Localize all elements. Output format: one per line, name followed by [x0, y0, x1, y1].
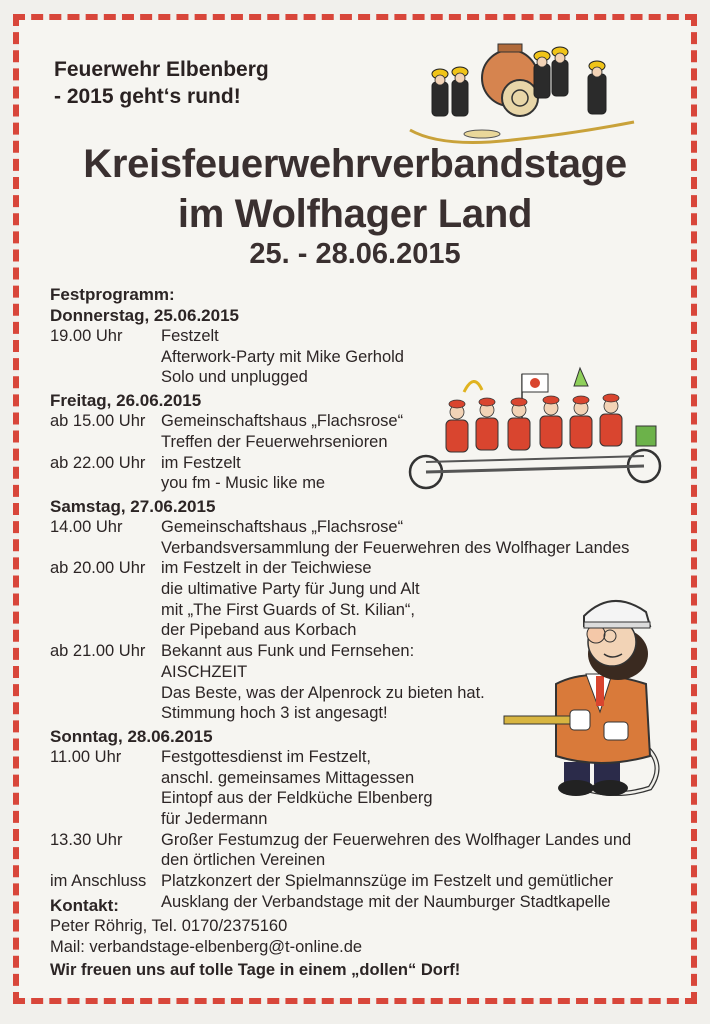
event-line: Festzelt [161, 327, 219, 345]
contact-mail: Mail: verbandstage-elbenberg@t-online.de [50, 938, 363, 956]
firefighters-pump-illustration [402, 30, 642, 148]
event-line: Festgottesdienst im Festzelt, [161, 747, 371, 766]
event-description [161, 326, 690, 388]
event-time: ab 20.00 Uhr [50, 559, 146, 578]
event-line: Gemeinschaftshaus „Flachsrose“ [161, 517, 404, 536]
event-description [161, 747, 690, 830]
program-day [50, 390, 690, 494]
event-line: Ausklang der Verbandstage mit der Naumburger Stadtkapelle [161, 892, 611, 911]
program-heading: Festprogramm: [50, 285, 175, 304]
event-line: der Pipeband aus Korbach [161, 621, 357, 640]
program-day [50, 496, 690, 724]
event-description [161, 411, 690, 452]
main-title-line-2: im Wolfhager Land [177, 192, 533, 236]
event-line: mit „The First Guards of St. Kilian“, [161, 600, 415, 619]
event-line: im Festzelt in der Teichwiese [161, 559, 372, 578]
contact-person: Peter Röhrig, Tel. 0170/2375160 [50, 917, 288, 935]
event-line: die ultimative Party für Jung und Alt [161, 580, 420, 599]
event-line: Verbandsversammlung der Feuerwehren des Wolfhager Landes [161, 538, 630, 557]
event-row [50, 411, 690, 452]
contact-section [50, 895, 362, 958]
day-heading: Samstag, 27.06.2015 [50, 496, 216, 516]
event-time: 19.00 Uhr [50, 327, 123, 345]
event-description [161, 830, 690, 871]
event-row [50, 558, 690, 641]
event-line: Solo und unplugged [161, 368, 308, 387]
festival-program [50, 284, 690, 913]
event-time: im Anschluss [50, 872, 147, 891]
day-heading: Donnerstag, 25.06.2015 [50, 306, 239, 325]
event-line: Platzkonzert der Spielmannszüge im Festzelt und gemütlicher [161, 872, 614, 891]
day-heading: Sonntag, 28.06.2015 [50, 726, 213, 746]
event-line: you fm - Music like me [161, 474, 326, 493]
event-row [50, 326, 690, 388]
event-line: Eintopf aus der Feldküche Elbenberg [161, 789, 433, 808]
closing-line: Wir freuen uns auf tolle Tage in einem „dollen“ Dorf! [50, 961, 461, 979]
event-row [50, 517, 690, 558]
event-line: Das Beste, was der Alpenrock zu bieten hat. [161, 683, 485, 702]
event-time: 14.00 Uhr [50, 517, 123, 536]
contact-heading: Kontakt: [50, 896, 119, 915]
event-row [50, 453, 690, 494]
event-line: anschl. gemeinsames Mittagessen [161, 768, 415, 787]
program-day [50, 726, 690, 913]
event-line: Großer Festumzug der Feuerwehren des Wolfhager Landes und [161, 830, 632, 849]
event-line: im Festzelt [161, 453, 241, 472]
event-line: für Jedermann [161, 810, 268, 829]
tagline-line-1: Feuerwehr Elbenberg [54, 58, 269, 81]
event-line: Treffen der Feuerwehrsenioren [161, 432, 388, 451]
event-time: ab 21.00 Uhr [50, 642, 146, 661]
day-heading: Freitag, 26.06.2015 [50, 391, 202, 411]
event-line: AISCHZEIT [161, 662, 248, 681]
event-time: 13.30 Uhr [50, 830, 123, 849]
event-description [161, 453, 690, 494]
event-row [50, 641, 690, 724]
tagline [54, 56, 269, 110]
event-time: ab 22.00 Uhr [50, 453, 146, 472]
event-description [161, 558, 690, 641]
event-dates: 25. - 28.06.2015 [249, 238, 461, 270]
event-time: ab 15.00 Uhr [50, 412, 146, 431]
program-day [50, 305, 690, 388]
event-line: Bekannt aus Funk und Fernsehen: [161, 642, 415, 661]
event-line: Afterwork-Party mit Mike Gerhold [161, 347, 404, 366]
event-line: den örtlichen Vereinen [161, 851, 326, 870]
event-line: Gemeinschaftshaus „Flachsrose“ [161, 412, 404, 431]
event-row [50, 830, 690, 871]
tagline-line-2: - 2015 geht‘s rund! [54, 85, 241, 108]
event-description [161, 517, 690, 558]
main-title-line-1: Kreisfeuerwehrverbandstage [83, 142, 627, 186]
event-line: Stimmung hoch 3 ist angesagt! [161, 704, 388, 723]
event-row [50, 747, 690, 830]
event-description [161, 641, 690, 724]
event-time: 11.00 Uhr [50, 747, 122, 766]
